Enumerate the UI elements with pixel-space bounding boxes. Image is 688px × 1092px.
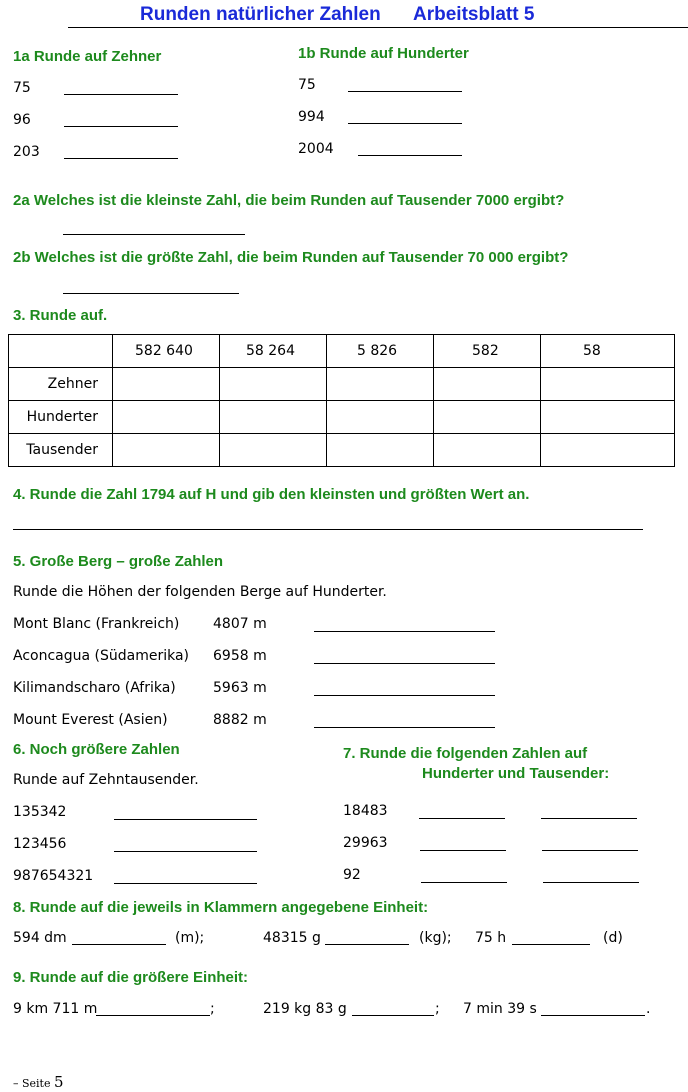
task-8-unit: (d) <box>603 930 623 946</box>
answer-line[interactable] <box>421 882 507 883</box>
task-9-value: 219 kg 83 g <box>263 1001 347 1017</box>
answer-line[interactable] <box>63 293 239 294</box>
answer-line[interactable] <box>13 529 643 530</box>
table-header-row <box>9 335 675 368</box>
answer-line[interactable] <box>64 94 178 95</box>
table-column-header: 5 826 <box>327 335 434 368</box>
task-9-value: 9 km 711 m <box>13 1001 98 1017</box>
table-row <box>9 401 675 434</box>
worksheet-title: Runden natürlicher Zahlen <box>140 4 381 25</box>
table-row-label: Tausender <box>9 434 113 467</box>
task-7-number: 92 <box>343 867 361 883</box>
task-1a-number: 96 <box>13 112 31 128</box>
answer-line[interactable] <box>348 91 462 92</box>
mountain-name: Mont Blanc (Frankreich) <box>13 616 180 632</box>
task-2b-question: 2b Welches ist die größte Zahl, die beim Runden auf Tausender 70 000 ergibt? <box>13 249 569 266</box>
table-column-header: 582 <box>434 335 541 368</box>
table-answer-cell[interactable] <box>327 401 434 434</box>
task-9-separator: ; <box>210 1001 215 1017</box>
task-7-heading-line2: Hunderter und Tausender: <box>422 765 610 782</box>
answer-line[interactable] <box>512 944 590 945</box>
task-4-question: 4. Runde die Zahl 1794 auf H und gib den kleinsten und größten Wert an. <box>13 486 530 503</box>
task-8-value: 594 dm <box>13 930 67 946</box>
table-row-label: Hunderter <box>9 401 113 434</box>
answer-line[interactable] <box>541 1015 645 1016</box>
task-9-heading: 9. Runde auf die größere Einheit: <box>13 969 249 986</box>
answer-line[interactable] <box>419 818 505 819</box>
answer-line[interactable] <box>420 850 506 851</box>
table-answer-cell[interactable] <box>541 434 675 467</box>
table-answer-cell[interactable] <box>434 368 541 401</box>
task-6-number: 123456 <box>13 836 67 852</box>
worksheet-number: Arbeitsblatt 5 <box>413 4 535 25</box>
table-answer-cell[interactable] <box>327 434 434 467</box>
answer-line[interactable] <box>63 234 245 235</box>
task-8-unit: (kg); <box>419 930 452 946</box>
task-7-number: 29963 <box>343 835 388 851</box>
task-9-separator: . <box>646 1001 651 1017</box>
mountain-height: 6958 m <box>213 648 267 664</box>
task-9-value: 7 min 39 s <box>463 1001 537 1017</box>
task-6-instruction: Runde auf Zehntausender. <box>13 772 199 788</box>
table-row <box>9 368 675 401</box>
answer-line[interactable] <box>114 819 257 820</box>
answer-line[interactable] <box>543 882 639 883</box>
table-answer-cell[interactable] <box>113 434 220 467</box>
task-1b-number: 994 <box>298 109 325 125</box>
task-3-heading: 3. Runde auf. <box>13 307 108 324</box>
answer-line[interactable] <box>314 663 495 664</box>
task-1a-number: 75 <box>13 80 31 96</box>
page-number: 5 <box>54 1073 64 1091</box>
mountain-name: Mount Everest (Asien) <box>13 712 168 728</box>
answer-line[interactable] <box>314 695 495 696</box>
mountain-name: Aconcagua (Südamerika) <box>13 648 190 664</box>
task-1b-number: 2004 <box>298 141 334 157</box>
table-answer-cell[interactable] <box>220 401 327 434</box>
table-column-header: 582 640 <box>113 335 220 368</box>
answer-line[interactable] <box>114 883 257 884</box>
table-row-label: Zehner <box>9 368 113 401</box>
rounding-table <box>8 334 675 467</box>
answer-line[interactable] <box>64 158 178 159</box>
answer-line[interactable] <box>542 850 638 851</box>
table-answer-cell[interactable] <box>113 401 220 434</box>
answer-line[interactable] <box>314 631 495 632</box>
answer-line[interactable] <box>358 155 462 156</box>
table-column-header: 58 <box>541 335 675 368</box>
table-answer-cell[interactable] <box>541 401 675 434</box>
answer-line[interactable] <box>96 1015 210 1016</box>
task-8-unit: (m); <box>175 930 205 946</box>
task-1a-number: 203 <box>13 144 40 160</box>
table-column-header: 58 264 <box>220 335 327 368</box>
answer-line[interactable] <box>72 944 166 945</box>
task-1a-heading: 1a Runde auf Zehner <box>13 48 162 65</box>
task-6-heading: 6. Noch größere Zahlen <box>13 741 180 758</box>
task-5-heading: 5. Große Berg – große Zahlen <box>13 553 224 570</box>
answer-line[interactable] <box>348 123 462 124</box>
table-answer-cell[interactable] <box>541 368 675 401</box>
answer-line[interactable] <box>314 727 495 728</box>
task-9-separator: ; <box>435 1001 440 1017</box>
task-6-number: 135342 <box>13 804 67 820</box>
table-row <box>9 434 675 467</box>
task-8-value: 48315 g <box>263 930 321 946</box>
table-answer-cell[interactable] <box>220 434 327 467</box>
mountain-height: 5963 m <box>213 680 267 696</box>
footer-prefix: – Seite <box>13 1077 51 1090</box>
answer-line[interactable] <box>114 851 257 852</box>
table-answer-cell[interactable] <box>327 368 434 401</box>
answer-line[interactable] <box>64 126 178 127</box>
task-1b-number: 75 <box>298 77 316 93</box>
mountain-name: Kilimandscharo (Afrika) <box>13 680 176 696</box>
mountain-height: 4807 m <box>213 616 267 632</box>
table-answer-cell[interactable] <box>113 368 220 401</box>
task-5-instruction: Runde die Höhen der folgenden Berge auf Hunderter. <box>13 584 387 600</box>
task-2a-question: 2a Welches ist die kleinste Zahl, die beim Runden auf Tausender 7000 ergibt? <box>13 192 565 209</box>
table-answer-cell[interactable] <box>434 434 541 467</box>
mountain-height: 8882 m <box>213 712 267 728</box>
answer-line[interactable] <box>541 818 637 819</box>
page-footer <box>13 1073 64 1091</box>
task-1b-heading: 1b Runde auf Hunderter <box>298 45 469 62</box>
task-6-number: 987654321 <box>13 868 94 884</box>
task-8-heading: 8. Runde auf die jeweils in Klammern angegebene Einheit: <box>13 899 429 916</box>
title-underline <box>68 27 688 28</box>
task-7-number: 18483 <box>343 803 388 819</box>
task-7-heading: 7. Runde die folgenden Zahlen auf <box>343 745 588 762</box>
task-8-value: 75 h <box>475 930 507 946</box>
table-corner-cell <box>9 335 113 368</box>
table-answer-cell[interactable] <box>434 401 541 434</box>
answer-line[interactable] <box>325 944 409 945</box>
table-answer-cell[interactable] <box>220 368 327 401</box>
answer-line[interactable] <box>352 1015 434 1016</box>
